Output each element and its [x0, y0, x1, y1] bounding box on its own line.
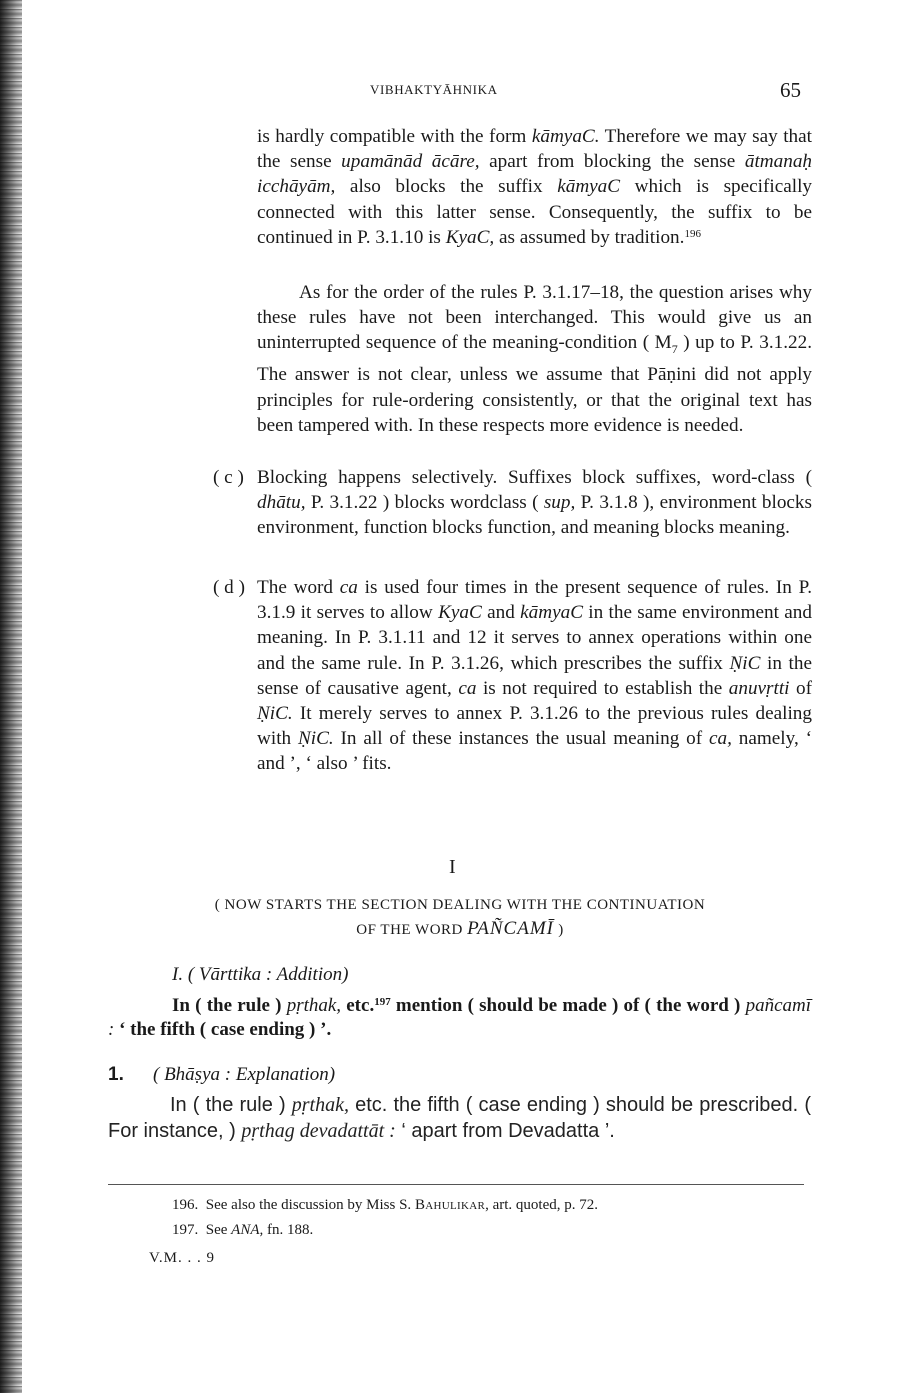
item-body-d: The word ca is used four times in the present sequence of rules. In P. 3.1.9 it serves to allow KyaC and kāmyaC in the same environment and meaning. In P. 3.1.11 and 12 it serves to annex operations within one and the same rule. In P. 3.1.26, which prescribes the suffix ṆiC in the sense of causative agent, ca is not required to establish the anuvṛtti of ṆiC. It merely serves to annex P. 3.1.26 to the previous rules dealing with ṆiC. In all of these instances the usual meaning of ca, namely, ‘ and ’, ‘ also ’ fits. [257, 577, 813, 775]
footnote-196: 196. See also the discussion by Miss S. Bahulikar, art. quoted, p. 72. [172, 1197, 598, 1213]
footnote-ref-197[interactable]: 197 [374, 996, 391, 1008]
printer-signature: V.M. . . 9 [149, 1250, 215, 1266]
footnote-separator [108, 1184, 804, 1185]
item-body-c: Blocking happens selectively. Suffixes block suffixes, word-class ( dhātu, P. 3.1.22 ) blocks wordclass ( sup, P. 3.1.8 ), environment blocks environment, function blocks function, and meaning blocks meaning. [257, 467, 812, 539]
varttika-label: I. ( Vārttika : Addition) [172, 964, 349, 985]
scanned-binding-edge [0, 0, 22, 1393]
bhasya-text: In ( the rule ) pṛthak, etc. the fifth ( case ending ) should be prescribed. ( For instance, ) pṛthag devadattāt : ‘ apart from Devadatta ’. [108, 1094, 811, 1142]
varttika-text: In ( the rule ) pṛthak, etc.$^{197}$ mention ( should be made ) of ( the word ) pañcamī : ‘ the fifth ( case ending ) ’. [108, 995, 811, 1040]
footnote-ref-196[interactable]: 196 [684, 227, 701, 240]
section-heading: ( NOW STARTS THE SECTION DEALING WITH THE CONTINUATION OF THE WORD PAÑCAMĪ ) [214, 897, 706, 939]
running-head: VIBHAKTYĀHNIKA [370, 82, 498, 97]
page-number: 65 [780, 78, 801, 102]
bhasya-label: ( Bhāṣya : Explanation) [153, 1064, 336, 1085]
paragraph-1: is hardly compatible with the form kāmyaC. Therefore we may say that the sense upamānād ācāre, apart from blocking the sense ātmanaḥ icchāyām, also blocks the suffix kāmyaC which is specifically connected with this latter sense. Consequently, the suffix to be continued in P. 3.1.10 is KyaC, as assumed by tradition.$^{196}$ [257, 126, 812, 248]
bhasya-number: 1. [108, 1064, 124, 1085]
footnote-197: 197. See ANA, fn. 188. [172, 1222, 314, 1238]
item-label-d: ( d ) [213, 577, 245, 598]
section-number: I [449, 856, 456, 878]
paragraph-2: As for the order of the rules P. 3.1.17–18, the question arises why these rules have not been interchanged. This would give us an uninterrupted sequence of the meaning-condition ( $M_7$ ) up to P. 3.1.22. The answer is not clear, unless we assume that Pāṇini did not apply principles for rule-ordering consistently, or that the original text has been tampered with. In these respects more evidence is needed. [257, 282, 813, 436]
item-label-c: ( c ) [213, 467, 244, 488]
